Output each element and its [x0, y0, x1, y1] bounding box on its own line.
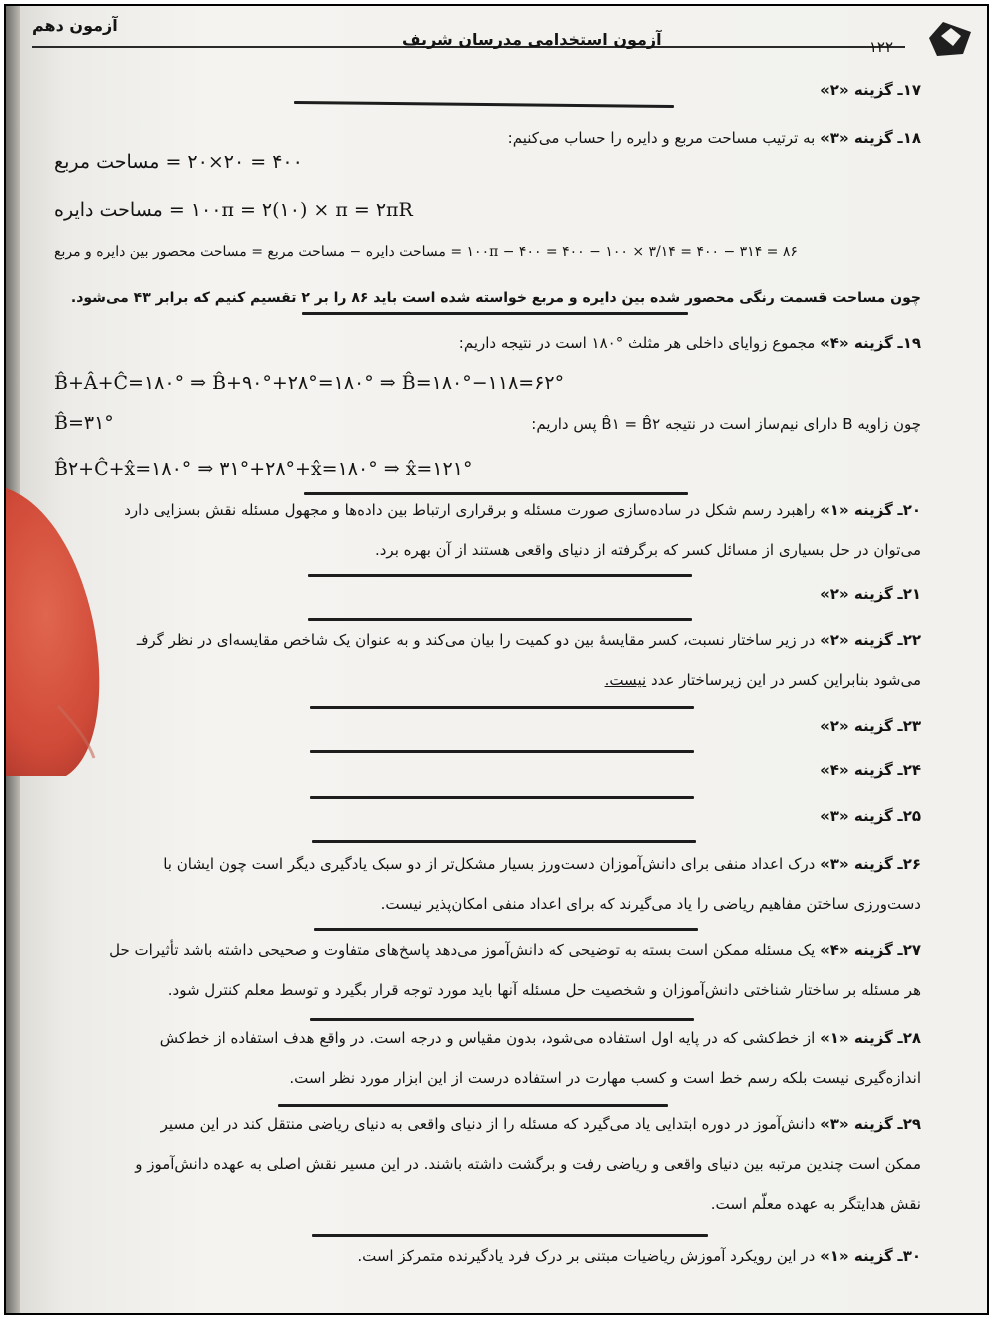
answer-26-line-2: دست‌ورزی ساختن مفاهیم ریاضی را یاد می‌گیرند که برای اعداد منفی امکان‌پذیر نیست.: [380, 895, 921, 913]
page-title: آزمون استخدامی مدرسان شریف: [402, 30, 662, 49]
page-header: [32, 16, 905, 56]
answer-27: ۲۷ـ گزینه «۴» یک مسئله ممکن است بسته به توضیحی که دانش‌آموز می‌دهد پاسخ‌های متفاوت و صحیحی داشته باشد تأثیرات حل: [109, 941, 921, 959]
shaded-area-formula: ۸۶ = ۳۱۴ − ۴۰۰ = ۳/۱۴ × ۱۰۰ − ۴۰۰ = ۱۰۰π − ۴۰۰ = مساحت دایره − مساحت مربع = مساحت محصور بین دایره و مربع: [54, 244, 798, 260]
answer-28: ۲۸ـ گزینه «۱» از خط‌کشی که در پایه اول استفاده می‌شود، بدون مقیاس و درجه است. در واقع هدف استفاده از خط‌کش: [159, 1029, 921, 1047]
answer-30: ۳۰ـ گزینه «۱» در این رویکرد آموزش ریاضیات مبتنی بر درک فرد یادگیرنده متمرکز است.: [357, 1247, 921, 1265]
answer-22: ۲۲ـ گزینه «۲» در زیر ساختار نسبت، کسر مقایسهٔ بین دو کمیت را بیان می‌کند و به عنوان یک شاخص مقایسه‌ای در نظر گرفـ: [136, 631, 921, 649]
answer-28-line-2: اندازه‌گیری نیست بلکه رسم خط است و کسب مهارت در استفاده درست از این ابزار مورد نظر است.: [289, 1069, 921, 1087]
separator: [278, 1104, 668, 1107]
separator: [314, 928, 698, 931]
separator: [310, 796, 694, 799]
page-number: ۱۲۲: [868, 38, 893, 56]
answer-19: ۱۹ـ گزینه «۴» مجموع زوایای داخلی هر مثلث °۱۸۰ است در نتیجه داریم:: [458, 334, 921, 352]
answer-29: ۲۹ـ گزینه «۳» دانش‌آموز در دوره ابتدایی یاد می‌گیرد که مسئله را از دنیای واقعی به دنیای ریاضی منتقل کند در این مسیر: [160, 1115, 921, 1133]
separator: [310, 1018, 694, 1021]
separator: [312, 1234, 708, 1237]
answer-27-line-2: هر مسئله بر ساختار شناختی دانش‌آموزان و شخصیت حل مسئله آنها باید مورد توجه قرار بگیرد و توسط معلم کنترل شود.: [167, 981, 921, 999]
answer-20-line-2: می‌توان در حل بسیاری از مسائل کسر که برگرفته از دنیای واقعی هستند از آن بهره برد.: [374, 541, 921, 559]
separator: [308, 574, 692, 577]
shaded-area-conclusion: چون مساحت قسمت رنگی محصور شده بین دایره و مربع خواسته شده است باید ۸۶ را بر ۲ تقسیم کنیم که برابر ۴۳ می‌شود.: [70, 290, 921, 306]
square-area-formula: ۴۰۰ = ۲۰×۲۰ = مساحت مربع: [54, 151, 303, 173]
separator: [308, 618, 692, 621]
angle-b-value: B̂=۳۱°: [54, 412, 114, 434]
separator: [302, 312, 688, 315]
answer-22-line-2: می‌شود بنابراین کسر در این زیرساختار عدد نیست.: [604, 671, 921, 689]
answer-20: ۲۰ـ گزینه «۱» راهبرد رسم شکل در ساده‌سازی صورت مسئله و برقراری ارتباط بین داده‌ها و مجهول مسئله نقش بسزایی دارد: [124, 501, 921, 519]
separator: [304, 492, 688, 495]
publisher-logo-icon: [923, 14, 977, 62]
angle-x-equation: B̂۲+Ĉ+x̂=۱۸۰° ⇒ ۳۱°+۲۸°+x̂=۱۸۰° ⇒ x̂=۱۲۱°: [54, 458, 473, 480]
bisector-text: چون زاویه B دارای نیم‌ساز است در نتیجه B̂۱ = B̂۲ پس داریم:: [531, 415, 921, 433]
separator: [294, 101, 674, 108]
answer-17: ۱۷ـ گزینه «۲»: [820, 81, 921, 99]
separator: [310, 750, 694, 753]
separator: [310, 706, 694, 709]
answer-25: ۲۵ـ گزینه «۳»: [820, 807, 921, 825]
answer-26: ۲۶ـ گزینه «۳» درک اعداد منفی برای دانش‌آموزان دست‌ورز بسیار مشکل‌تر از دو سبک یادگیری دیگر است چون ایشان با: [163, 855, 921, 873]
circle-area-formula: ۱۰۰π = ۲(۱۰) × π = ۲πR = مساحت دایره: [54, 199, 413, 221]
thumb-occlusion: [4, 476, 141, 776]
answer-29-line-3: نقش هدایتگر به عهده معلّم است.: [710, 1195, 921, 1213]
answer-24: ۲۴ـ گزینه «۴»: [820, 761, 921, 779]
separator: [312, 840, 696, 843]
angle-sum-equation: B̂+Â+Ĉ=۱۸۰° ⇒ B̂+۹۰°+۲۸°=۱۸۰° ⇒ B̂=۱۸۰°−۱۱۸=۶۲°: [54, 372, 565, 394]
exam-label: آزمون دهم: [32, 16, 118, 35]
underlined-word: نیست.: [604, 671, 647, 689]
book-page: [4, 4, 989, 1315]
answer-21: ۲۱ـ گزینه «۲»: [820, 585, 921, 603]
answer-23: ۲۳ـ گزینه «۲»: [820, 717, 921, 735]
answer-29-line-2: ممکن است چندین مرتبه بین دنیای واقعی و ریاضی رفت و برگشت داشته باشند. در این مسیر نقش اصلی به عهده دانش‌آموز و: [135, 1155, 921, 1173]
answer-18: ۱۸ـ گزینه «۳» به ترتیب مساحت مربع و دایره را حساب می‌کنیم:: [507, 129, 921, 147]
